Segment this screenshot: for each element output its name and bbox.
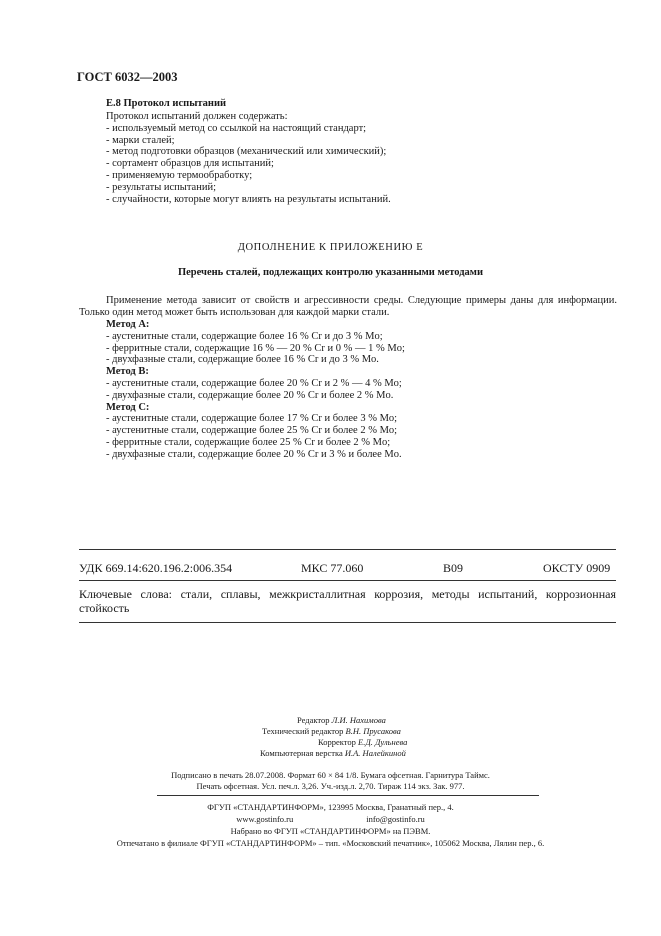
list-item: - марки сталей; xyxy=(106,134,175,146)
credit-role: Редактор xyxy=(297,715,330,725)
credit-name: И.А. Налейкиной xyxy=(344,748,406,758)
list-item: Протокол испытаний должен содержать: xyxy=(106,111,288,122)
list-item: - двухфазные стали, содержащие более 20 % Cr и 3 % и более Mo. xyxy=(106,448,402,460)
annex-subtitle: Перечень сталей, подлежащих контролю указанными методами xyxy=(177,267,484,278)
annex-title: ДОПОЛНЕНИЕ К ПРИЛОЖЕНИЮ Е xyxy=(237,242,424,253)
credit-layout xyxy=(0,748,661,759)
mks-code: МКС 77.060 xyxy=(301,561,364,575)
printer-typeset: Набрано во ФГУП «СТАНДАРТИНФОРМ» на ПЭВМ. xyxy=(230,826,431,836)
list-item: - аустенитные стали, содержащие более 16 % Cr и до 3 % Mo; xyxy=(106,330,383,342)
section-list xyxy=(106,111,391,205)
list-item: - двухфазные стали, содержащие более 20 % Cr и более 2 % Mo. xyxy=(106,389,394,401)
credit-corrector xyxy=(0,737,661,748)
credit-editor xyxy=(0,715,661,726)
credit-role: Корректор xyxy=(318,737,356,747)
list-item: - ферритные стали, содержащие более 25 % Cr и более 2 % Mo; xyxy=(106,436,391,448)
printer-address: ФГУП «СТАНДАРТИНФОРМ», 123995 Москва, Гранатный пер., 4. xyxy=(207,802,454,812)
publication-info xyxy=(0,770,661,792)
printer-info xyxy=(0,801,661,849)
printer-contacts xyxy=(0,813,661,825)
divider xyxy=(157,795,539,796)
divider xyxy=(79,622,616,623)
list-item: - аустенитные стали, содержащие более 17 % Cr и более 3 % Mo; xyxy=(106,413,398,425)
list-item: - сортамент образцов для испытаний; xyxy=(106,158,274,170)
printer-printed: Отпечатано в филиале ФГУП «СТАНДАРТИНФОРМ» – тип. «Московский печатник», 105062 Москва, Лялин пер., 6. xyxy=(116,838,545,848)
credit-name: В.Н. Прусакова xyxy=(345,726,401,736)
printer-email[interactable]: info@gostinfo.ru xyxy=(366,814,425,824)
list-item: - аустенитные стали, содержащие более 25 % Cr и более 2 % Mo; xyxy=(106,425,398,437)
section-title: Е.8 Протокол испытаний xyxy=(106,98,227,109)
list-item: - двухфазные стали, содержащие более 16 % Cr и до 3 % Mo. xyxy=(106,354,379,366)
publication-line: Печать офсетная. Усл. печ.л. 3,26. Уч.-изд.л. 2,70. Тираж 114 экз. Зак. 977. xyxy=(196,781,465,791)
printer-website[interactable]: www.gostinfo.ru xyxy=(236,814,294,824)
credit-name: Е.Д. Дульнева xyxy=(358,737,408,747)
credit-role: Технический редактор xyxy=(262,726,344,736)
publication-line: Подписано в печать 28.07.2008. Формат 60 × 84 1/8. Бумага офсетная. Гарнитура Таймс. xyxy=(171,770,490,780)
annex-paragraph: Применение метода зависит от свойств и агрессивности среды. Следующие примеры даны для информации. Только один метод может быть использован для каждой марки стали. xyxy=(79,295,617,318)
list-item: - ферритные стали, содержащие 16 % — 20 % Cr и 0 % — 1 % Mo; xyxy=(106,342,405,354)
list-item: - аустенитные стали, содержащие более 20 % Cr и 2 % — 4 % Mo; xyxy=(106,377,402,389)
method-heading: Метод С: xyxy=(106,401,150,413)
classifier-code: В09 xyxy=(443,561,464,575)
divider xyxy=(79,549,616,550)
credit-name: Л.И. Нахимова xyxy=(331,715,386,725)
credit-role: Компьютерная верстка xyxy=(260,748,343,758)
list-item: - применяемую термообработку; xyxy=(106,169,253,181)
methods-list xyxy=(106,319,405,461)
keywords: Ключевые слова: стали, сплавы, межкристаллитная коррозия, методы испытаний, коррозионная стойкость xyxy=(79,587,616,615)
credits-block xyxy=(0,715,661,759)
list-item: - случайности, которые могут влиять на результаты испытаний. xyxy=(106,193,391,205)
list-item: - метод подготовки образцов (механический или химический); xyxy=(106,146,387,158)
udk-code: УДК 669.14:620.196.2:006.354 xyxy=(79,561,233,575)
method-heading: Метод А: xyxy=(106,319,150,330)
credit-tech-editor xyxy=(0,726,661,737)
list-item: - результаты испытаний; xyxy=(106,181,216,193)
divider xyxy=(79,580,616,581)
method-heading: Метод В: xyxy=(106,366,149,378)
list-item: - используемый метод со ссылкой на настоящий стандарт; xyxy=(106,122,367,134)
document-header: ГОСТ 6032—2003 xyxy=(77,70,178,84)
okstu-code: ОКСТУ 0909 xyxy=(543,561,611,575)
